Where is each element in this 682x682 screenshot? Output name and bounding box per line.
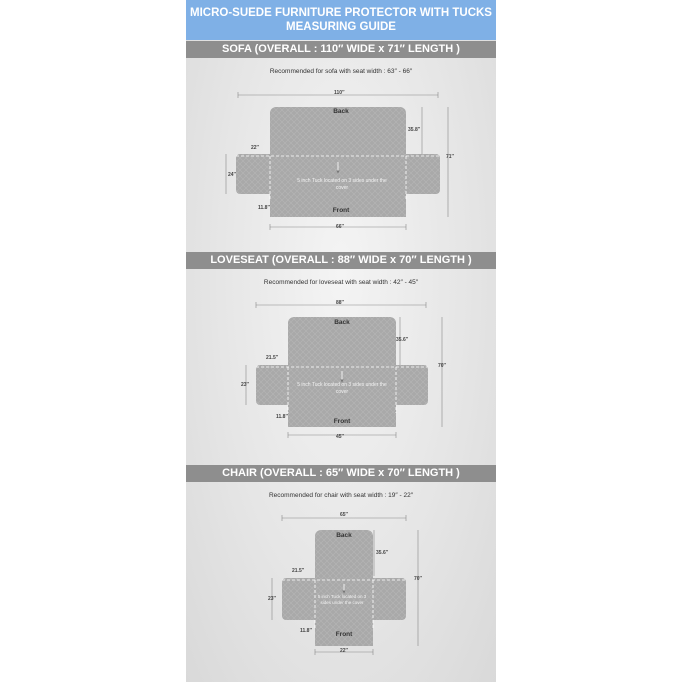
chair-back-label: Back xyxy=(336,532,352,539)
sofa-arm-length: 24″ xyxy=(228,172,236,178)
sofa-back-height: 35.8″ xyxy=(408,127,421,133)
sofa-seat-width: 66″ xyxy=(336,224,344,230)
loveseat-arm-length: 23″ xyxy=(241,382,249,388)
loveseat-tuck-note: 5 inch Tuck located on 3 sides under the cover xyxy=(297,382,387,395)
loveseat-front-drop: 11.8″ xyxy=(276,414,288,420)
loveseat-front-label: Front xyxy=(333,418,351,425)
chair-arm-length: 23″ xyxy=(268,596,276,602)
chair-front-drop: 11.8″ xyxy=(300,628,312,634)
sofa-diagram xyxy=(186,80,496,240)
chair-back-height: 35.6″ xyxy=(376,550,389,556)
sofa-overall-length: 71″ xyxy=(446,154,454,160)
title-line-2: MEASURING GUIDE xyxy=(286,21,396,33)
sofa-left-arm xyxy=(236,154,274,194)
loveseat-back-height: 35.6″ xyxy=(396,337,409,343)
chair-heading: CHAIR (OVERALL : 65″ WIDE x 70″ LENGTH ) xyxy=(186,465,496,482)
loveseat-back-label: Back xyxy=(334,319,350,326)
loveseat-recommended: Recommended for loveseat with seat width : 42″ - 45″ xyxy=(263,279,419,286)
sofa-front-label: Front xyxy=(332,207,350,214)
loveseat-heading: LOVESEAT (OVERALL : 88″ WIDE x 70″ LENGTH ) xyxy=(186,252,496,269)
chair-front-label: Front xyxy=(335,631,353,638)
chair-arm-width: 21.5″ xyxy=(292,568,305,574)
chair-seat-width: 22″ xyxy=(340,648,348,654)
sofa-front-drop: 11.8″ xyxy=(258,205,270,211)
sofa-back-label: Back xyxy=(333,108,349,115)
sofa-tuck-note: 5 inch Tuck located on 3 sides under the cover xyxy=(297,178,387,191)
chair-recommended: Recommended for chair with seat width : 19″ - 22″ xyxy=(268,492,414,499)
sofa-overall-width: 110″ xyxy=(334,90,345,96)
sofa-recommended: Recommended for sofa with seat width : 63″ - 66″ xyxy=(269,68,413,75)
sofa-right-arm xyxy=(402,154,440,194)
chair-overall-length: 70″ xyxy=(414,576,422,582)
chair-right-arm xyxy=(368,578,406,620)
title-banner xyxy=(186,0,496,40)
chair-left-arm xyxy=(282,578,320,620)
loveseat-overall-length: 70″ xyxy=(438,363,446,369)
chair-tuck-note: 5 inch Tuck located on 3 sides under the cover xyxy=(317,594,367,605)
sofa-arm-width: 22″ xyxy=(251,145,259,151)
title-line-1: MICRO-SUEDE FURNITURE PROTECTOR WITH TUCKS xyxy=(190,7,492,19)
loveseat-arm-width: 21.5″ xyxy=(266,355,279,361)
loveseat-seat-width: 45″ xyxy=(336,434,344,440)
loveseat-overall-width: 88″ xyxy=(336,300,344,306)
chair-overall-width: 65″ xyxy=(340,512,348,518)
sofa-heading: SOFA (OVERALL : 110″ WIDE x 71″ LENGTH ) xyxy=(186,41,496,58)
